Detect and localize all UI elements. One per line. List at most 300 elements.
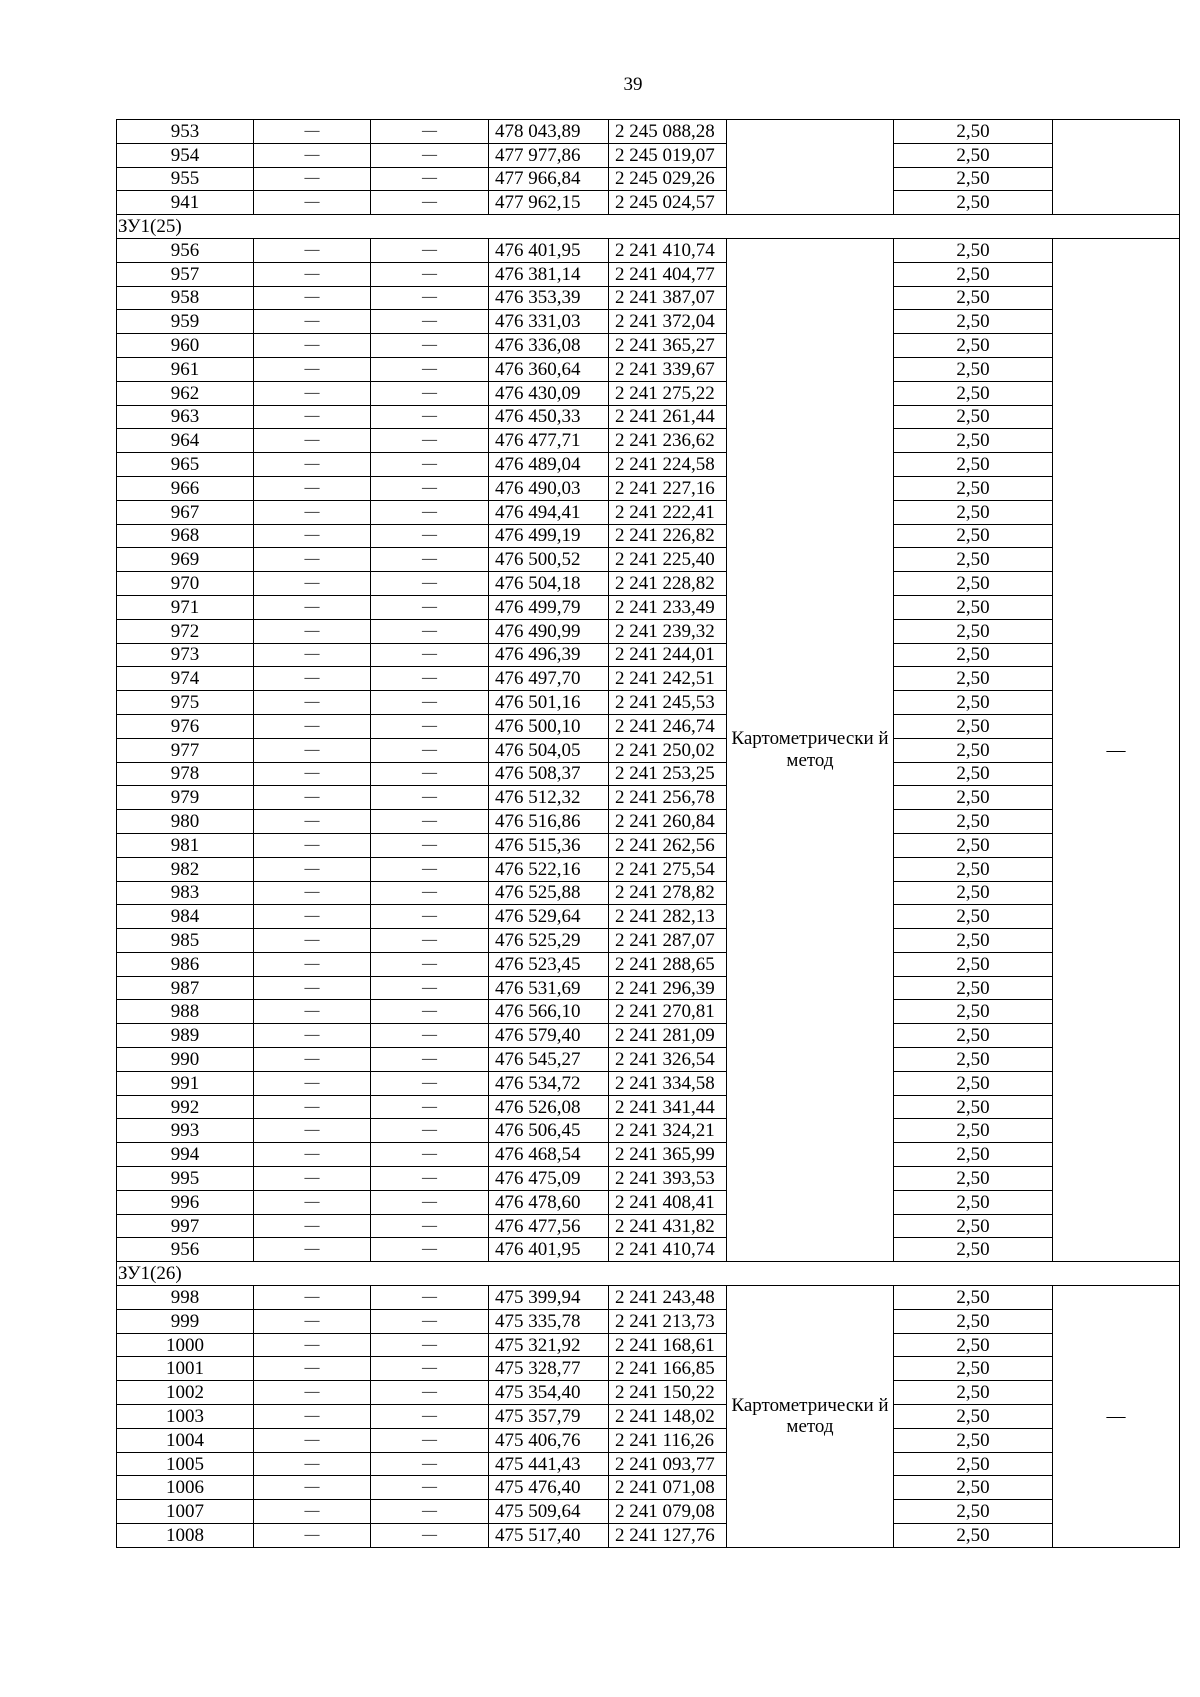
accuracy-cell: 2,50 (894, 262, 1053, 286)
coordinate-y: 2 241 324,21 (609, 1119, 727, 1143)
coordinate-x: 475 328,77 (489, 1357, 609, 1381)
table-row (117, 286, 1180, 310)
point-number: 1008 (117, 1524, 254, 1548)
table-row (117, 976, 1180, 1000)
dash-cell: — (371, 905, 489, 929)
point-number: 989 (117, 1024, 254, 1048)
coordinate-x: 475 476,40 (489, 1476, 609, 1500)
coordinate-y: 2 245 024,57 (609, 191, 727, 215)
table-row (117, 667, 1180, 691)
coordinate-y: 2 241 222,41 (609, 500, 727, 524)
coordinate-x: 476 430,09 (489, 381, 609, 405)
dash-cell: — (371, 857, 489, 881)
coordinate-y: 2 241 410,74 (609, 1238, 727, 1262)
dash-cell: — (254, 1000, 371, 1024)
dash-cell: — (254, 786, 371, 810)
table-row (117, 619, 1180, 643)
accuracy-cell: 2,50 (894, 1333, 1053, 1357)
table-row (117, 1238, 1180, 1262)
accuracy-cell: 2,50 (894, 619, 1053, 643)
dash-cell: — (254, 262, 371, 286)
table-row (117, 1071, 1180, 1095)
page-number: 39 (623, 74, 643, 95)
table-row (117, 1405, 1180, 1429)
table-row (117, 595, 1180, 619)
dash-cell: — (254, 857, 371, 881)
point-number: 957 (117, 262, 254, 286)
dash-cell: — (371, 714, 489, 738)
accuracy-cell: 2,50 (894, 929, 1053, 953)
accuracy-cell: 2,50 (894, 1167, 1053, 1191)
coordinate-y: 2 241 224,58 (609, 453, 727, 477)
table-row (117, 143, 1180, 167)
dash-cell: — (371, 1452, 489, 1476)
coordinate-x: 476 468,54 (489, 1143, 609, 1167)
dash-cell: — (371, 1167, 489, 1191)
coordinate-y: 2 241 256,78 (609, 786, 727, 810)
accuracy-cell: 2,50 (894, 881, 1053, 905)
dash-cell: — (371, 619, 489, 643)
point-number: 995 (117, 1167, 254, 1191)
point-number: 987 (117, 976, 254, 1000)
point-number: 984 (117, 905, 254, 929)
coordinate-y: 2 241 245,53 (609, 691, 727, 715)
point-number: 979 (117, 786, 254, 810)
table-row (117, 738, 1180, 762)
accuracy-cell: 2,50 (894, 1405, 1053, 1429)
dash-cell: — (371, 334, 489, 358)
table-row (117, 524, 1180, 548)
table-row (117, 1476, 1180, 1500)
table-row (117, 1428, 1180, 1452)
point-number: 992 (117, 1095, 254, 1119)
coordinate-x: 475 406,76 (489, 1428, 609, 1452)
table-row (117, 905, 1180, 929)
table-row (117, 1500, 1180, 1524)
coordinate-y: 2 241 339,67 (609, 357, 727, 381)
coordinate-y: 2 241 244,01 (609, 643, 727, 667)
table-row (117, 833, 1180, 857)
coordinate-y: 2 241 166,85 (609, 1357, 727, 1381)
coordinate-x: 476 522,16 (489, 857, 609, 881)
table-row (117, 952, 1180, 976)
accuracy-cell: 2,50 (894, 453, 1053, 477)
coordinate-x: 476 523,45 (489, 952, 609, 976)
accuracy-cell: 2,50 (894, 905, 1053, 929)
point-number: 969 (117, 548, 254, 572)
table-row (117, 120, 1180, 144)
coordinate-y: 2 245 019,07 (609, 143, 727, 167)
accuracy-cell: 2,50 (894, 1190, 1053, 1214)
table-row (117, 500, 1180, 524)
accuracy-cell: 2,50 (894, 1524, 1053, 1548)
table-row (117, 1524, 1180, 1548)
table-row (117, 1095, 1180, 1119)
table-row (117, 381, 1180, 405)
coordinate-y: 2 241 239,32 (609, 619, 727, 643)
dash-cell: — (254, 405, 371, 429)
dash-cell: — (254, 1071, 371, 1095)
accuracy-cell: 2,50 (894, 143, 1053, 167)
method-cell: Картометрически й метод (727, 238, 894, 1261)
table-row (117, 1190, 1180, 1214)
dash-cell: — (371, 238, 489, 262)
point-number: 953 (117, 120, 254, 144)
dash-cell: — (254, 1238, 371, 1262)
dash-cell: — (371, 1476, 489, 1500)
coordinate-x: 476 529,64 (489, 905, 609, 929)
coordinate-y: 2 241 341,44 (609, 1095, 727, 1119)
table-row (117, 1286, 1180, 1310)
dash-cell: — (371, 952, 489, 976)
dash-cell: — (254, 952, 371, 976)
coordinate-x: 476 401,95 (489, 1238, 609, 1262)
coordinate-x: 476 508,37 (489, 762, 609, 786)
coordinate-x: 477 962,15 (489, 191, 609, 215)
dash-cell: — (371, 976, 489, 1000)
coordinate-y: 2 245 029,26 (609, 167, 727, 191)
dash-cell: — (371, 405, 489, 429)
table-row (117, 1214, 1180, 1238)
dash-cell: — (254, 238, 371, 262)
point-number: 980 (117, 810, 254, 834)
coordinate-x: 475 335,78 (489, 1309, 609, 1333)
point-number: 977 (117, 738, 254, 762)
coordinate-y: 2 241 228,82 (609, 572, 727, 596)
table-row (117, 1000, 1180, 1024)
table-row (117, 881, 1180, 905)
accuracy-cell: 2,50 (894, 500, 1053, 524)
point-number: 960 (117, 334, 254, 358)
dash-cell: — (371, 1405, 489, 1429)
dash-cell: — (371, 476, 489, 500)
coordinate-x: 476 496,39 (489, 643, 609, 667)
table-row (117, 476, 1180, 500)
coordinate-y: 2 241 270,81 (609, 1000, 727, 1024)
accuracy-cell: 2,50 (894, 667, 1053, 691)
dash-cell: — (371, 810, 489, 834)
coordinate-x: 476 504,05 (489, 738, 609, 762)
coordinate-y: 2 241 242,51 (609, 667, 727, 691)
dash-cell: — (254, 334, 371, 358)
point-number: 966 (117, 476, 254, 500)
coordinate-x: 477 966,84 (489, 167, 609, 191)
table-row (117, 310, 1180, 334)
point-number: 997 (117, 1214, 254, 1238)
coordinate-x: 476 477,71 (489, 429, 609, 453)
point-number: 1000 (117, 1333, 254, 1357)
point-number: 982 (117, 857, 254, 881)
table-row (117, 1024, 1180, 1048)
point-number: 978 (117, 762, 254, 786)
dash-cell: — (371, 524, 489, 548)
dash-cell: — (371, 357, 489, 381)
dash-cell: — (371, 191, 489, 215)
table-row (117, 405, 1180, 429)
point-number: 967 (117, 500, 254, 524)
dash-cell: — (254, 1309, 371, 1333)
dash-cell: — (254, 1452, 371, 1476)
accuracy-cell: 2,50 (894, 120, 1053, 144)
accuracy-cell: 2,50 (894, 1309, 1053, 1333)
accuracy-cell: 2,50 (894, 810, 1053, 834)
coordinate-x: 475 441,43 (489, 1452, 609, 1476)
point-number: 1007 (117, 1500, 254, 1524)
dash-cell: — (254, 619, 371, 643)
table-row (117, 762, 1180, 786)
dash-cell: — (254, 453, 371, 477)
accuracy-cell: 2,50 (894, 381, 1053, 405)
coordinate-x: 476 566,10 (489, 1000, 609, 1024)
coordinate-x: 476 579,40 (489, 1024, 609, 1048)
table-row (117, 191, 1180, 215)
coordinate-y: 2 241 262,56 (609, 833, 727, 857)
dash-cell: — (254, 1214, 371, 1238)
dash-cell: — (254, 500, 371, 524)
coordinate-x: 476 525,29 (489, 929, 609, 953)
point-number: 1005 (117, 1452, 254, 1476)
point-number: 965 (117, 453, 254, 477)
coordinate-y: 2 241 213,73 (609, 1309, 727, 1333)
coordinate-x: 475 509,64 (489, 1500, 609, 1524)
dash-cell: — (254, 929, 371, 953)
coordinates-table-body (117, 120, 1180, 1548)
dash-cell: — (254, 905, 371, 929)
dash-cell: — (371, 1524, 489, 1548)
dash-cell: — (371, 1190, 489, 1214)
coordinate-y: 2 241 334,58 (609, 1071, 727, 1095)
coordinate-y: 2 241 260,84 (609, 810, 727, 834)
point-number: 976 (117, 714, 254, 738)
dash-cell: — (254, 1500, 371, 1524)
coordinate-x: 476 381,14 (489, 262, 609, 286)
dash-cell: — (254, 1286, 371, 1310)
coordinate-x: 476 490,99 (489, 619, 609, 643)
dash-cell: — (371, 1238, 489, 1262)
note-cell: — (1053, 238, 1180, 1261)
coordinate-y: 2 241 261,44 (609, 405, 727, 429)
coordinate-y: 2 241 168,61 (609, 1333, 727, 1357)
dash-cell: — (254, 1333, 371, 1357)
coordinate-x: 476 336,08 (489, 334, 609, 358)
table-row (117, 1119, 1180, 1143)
coordinate-x: 476 545,27 (489, 1048, 609, 1072)
point-number: 956 (117, 238, 254, 262)
coordinate-y: 2 241 071,08 (609, 1476, 727, 1500)
dash-cell: — (371, 1000, 489, 1024)
coordinate-y: 2 241 278,82 (609, 881, 727, 905)
coordinate-y: 2 241 365,99 (609, 1143, 727, 1167)
point-number: 964 (117, 429, 254, 453)
table-row (117, 167, 1180, 191)
accuracy-cell: 2,50 (894, 762, 1053, 786)
table-row (117, 1143, 1180, 1167)
point-number: 985 (117, 929, 254, 953)
coordinate-y: 2 241 408,41 (609, 1190, 727, 1214)
accuracy-cell: 2,50 (894, 429, 1053, 453)
dash-cell: — (254, 1357, 371, 1381)
dash-cell: — (371, 738, 489, 762)
coordinate-y: 2 241 365,27 (609, 334, 727, 358)
dash-cell: — (254, 1381, 371, 1405)
dash-cell: — (371, 500, 489, 524)
dash-cell: — (371, 1428, 489, 1452)
point-number: 1002 (117, 1381, 254, 1405)
dash-cell: — (371, 762, 489, 786)
point-number: 958 (117, 286, 254, 310)
coordinate-y: 2 241 387,07 (609, 286, 727, 310)
table-row (117, 714, 1180, 738)
accuracy-cell: 2,50 (894, 1286, 1053, 1310)
dash-cell: — (254, 1476, 371, 1500)
accuracy-cell: 2,50 (894, 595, 1053, 619)
coordinate-x: 476 531,69 (489, 976, 609, 1000)
dash-cell: — (254, 1024, 371, 1048)
coordinate-x: 476 401,95 (489, 238, 609, 262)
point-number: 959 (117, 310, 254, 334)
dash-cell: — (254, 572, 371, 596)
point-number: 974 (117, 667, 254, 691)
dash-cell: — (371, 167, 489, 191)
coordinate-x: 477 977,86 (489, 143, 609, 167)
point-number: 962 (117, 381, 254, 405)
coordinate-x: 475 517,40 (489, 1524, 609, 1548)
coordinate-x: 476 494,41 (489, 500, 609, 524)
dash-cell: — (254, 714, 371, 738)
coordinate-x: 476 353,39 (489, 286, 609, 310)
dash-cell: — (371, 453, 489, 477)
point-number: 971 (117, 595, 254, 619)
coordinate-y: 2 241 431,82 (609, 1214, 727, 1238)
point-number: 975 (117, 691, 254, 715)
accuracy-cell: 2,50 (894, 548, 1053, 572)
dash-cell: — (371, 572, 489, 596)
coordinate-y: 2 241 225,40 (609, 548, 727, 572)
dash-cell: — (371, 381, 489, 405)
table-row (117, 643, 1180, 667)
dash-cell: — (254, 1405, 371, 1429)
dash-cell: — (254, 429, 371, 453)
coordinate-x: 476 331,03 (489, 310, 609, 334)
table-row (117, 1357, 1180, 1381)
dash-cell: — (371, 1381, 489, 1405)
accuracy-cell: 2,50 (894, 1452, 1053, 1476)
dash-cell: — (371, 691, 489, 715)
dash-cell: — (254, 1048, 371, 1072)
coordinate-x: 476 475,09 (489, 1167, 609, 1191)
table-row (117, 548, 1180, 572)
dash-cell: — (371, 1048, 489, 1072)
coordinate-y: 2 241 410,74 (609, 238, 727, 262)
table-row (117, 1309, 1180, 1333)
dash-cell: — (254, 524, 371, 548)
coordinate-y: 2 241 236,62 (609, 429, 727, 453)
method-cell (727, 120, 894, 215)
dash-cell: — (371, 833, 489, 857)
coordinate-y: 2 241 093,77 (609, 1452, 727, 1476)
coordinate-x: 475 321,92 (489, 1333, 609, 1357)
table-row (117, 857, 1180, 881)
accuracy-cell: 2,50 (894, 833, 1053, 857)
accuracy-cell: 2,50 (894, 334, 1053, 358)
dash-cell: — (254, 810, 371, 834)
dash-cell: — (254, 167, 371, 191)
point-number: 955 (117, 167, 254, 191)
dash-cell: — (254, 1167, 371, 1191)
dash-cell: — (254, 191, 371, 215)
dash-cell: — (371, 1095, 489, 1119)
coordinate-x: 476 489,04 (489, 453, 609, 477)
accuracy-cell: 2,50 (894, 238, 1053, 262)
coordinate-x: 476 512,32 (489, 786, 609, 810)
accuracy-cell: 2,50 (894, 191, 1053, 215)
dash-cell: — (254, 476, 371, 500)
point-number: 1006 (117, 1476, 254, 1500)
table-row (117, 1333, 1180, 1357)
accuracy-cell: 2,50 (894, 738, 1053, 762)
point-number: 983 (117, 881, 254, 905)
point-number: 956 (117, 1238, 254, 1262)
table-row (117, 357, 1180, 381)
coordinate-x: 476 504,18 (489, 572, 609, 596)
dash-cell: — (254, 976, 371, 1000)
coordinates-table (116, 119, 1180, 1548)
accuracy-cell: 2,50 (894, 167, 1053, 191)
section-label: ЗУ1(26) (117, 1262, 1180, 1286)
accuracy-cell: 2,50 (894, 476, 1053, 500)
accuracy-cell: 2,50 (894, 1428, 1053, 1452)
point-number: 1001 (117, 1357, 254, 1381)
coordinate-x: 476 478,60 (489, 1190, 609, 1214)
dash-cell: — (371, 643, 489, 667)
point-number: 991 (117, 1071, 254, 1095)
point-number: 968 (117, 524, 254, 548)
table-row (117, 1167, 1180, 1191)
dash-cell: — (254, 643, 371, 667)
table-row (117, 238, 1180, 262)
coordinate-x: 476 526,08 (489, 1095, 609, 1119)
section-row (117, 1262, 1180, 1286)
coordinate-x: 475 399,94 (489, 1286, 609, 1310)
dash-cell: — (254, 143, 371, 167)
point-number: 1004 (117, 1428, 254, 1452)
coordinate-y: 2 241 116,26 (609, 1428, 727, 1452)
coordinate-y: 2 241 281,09 (609, 1024, 727, 1048)
accuracy-cell: 2,50 (894, 857, 1053, 881)
accuracy-cell: 2,50 (894, 1381, 1053, 1405)
point-number: 988 (117, 1000, 254, 1024)
dash-cell: — (254, 1143, 371, 1167)
coordinate-x: 476 516,86 (489, 810, 609, 834)
dash-cell: — (371, 1024, 489, 1048)
accuracy-cell: 2,50 (894, 1238, 1053, 1262)
coordinate-y: 2 245 088,28 (609, 120, 727, 144)
accuracy-cell: 2,50 (894, 1143, 1053, 1167)
accuracy-cell: 2,50 (894, 1024, 1053, 1048)
point-number: 981 (117, 833, 254, 857)
coordinate-x: 476 490,03 (489, 476, 609, 500)
coordinate-x: 476 499,19 (489, 524, 609, 548)
coordinate-y: 2 241 326,54 (609, 1048, 727, 1072)
table-row (117, 1452, 1180, 1476)
coordinate-y: 2 241 287,07 (609, 929, 727, 953)
dash-cell: — (254, 762, 371, 786)
coordinate-x: 476 500,10 (489, 714, 609, 738)
coordinate-x: 476 525,88 (489, 881, 609, 905)
coordinate-y: 2 241 393,53 (609, 1167, 727, 1191)
point-number: 998 (117, 1286, 254, 1310)
coordinate-y: 2 241 275,22 (609, 381, 727, 405)
